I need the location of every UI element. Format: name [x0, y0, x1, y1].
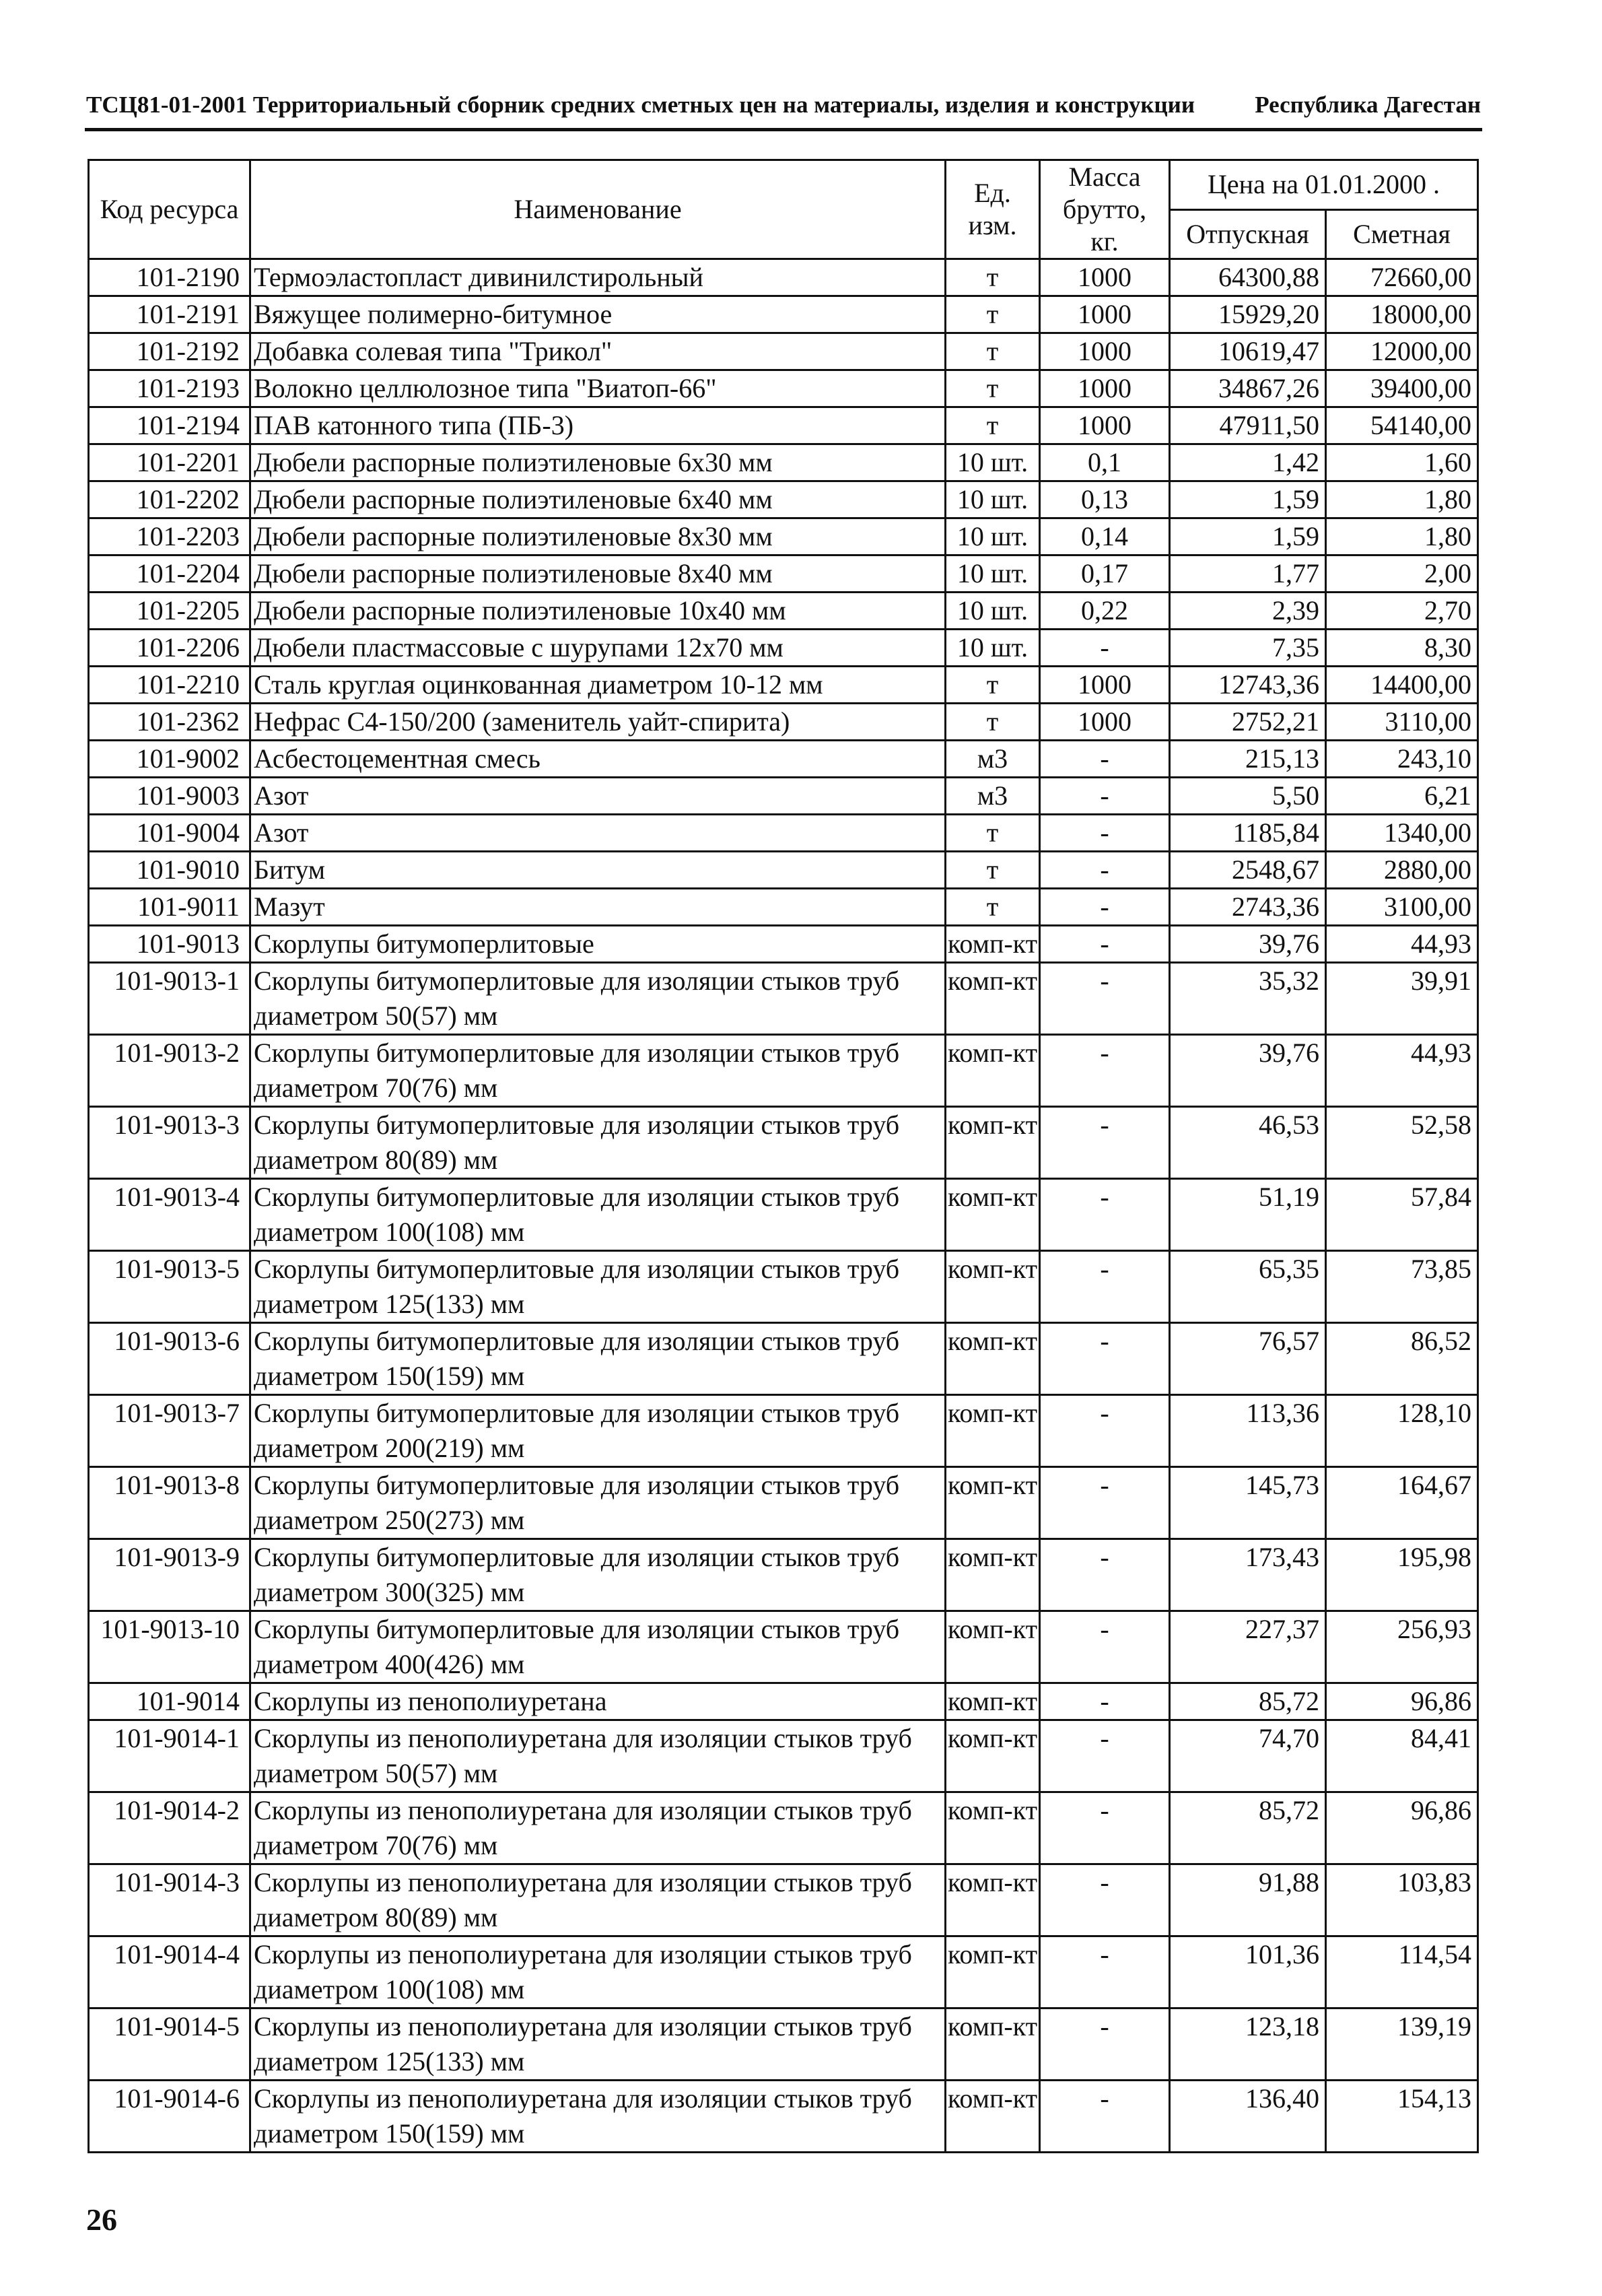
cell-unit: комп-кт: [946, 2081, 1040, 2153]
cell-price-release: 173,43: [1170, 1539, 1326, 1611]
cell-code: 101-2193: [89, 370, 250, 407]
cell-name: Битум: [250, 852, 946, 889]
cell-mass: -: [1040, 778, 1170, 815]
cell-price-estimate: 8,30: [1326, 630, 1478, 667]
cell-price-release: 2548,67: [1170, 852, 1326, 889]
col-header-price-release: Отпускная: [1170, 209, 1326, 259]
cell-unit: т: [946, 333, 1040, 370]
cell-name: Скорлупы из пенополиуретана для изоляции стыков труб диаметром 150(159) мм: [250, 2081, 946, 2153]
cell-price-estimate: 3110,00: [1326, 704, 1478, 741]
cell-code: 101-2194: [89, 407, 250, 444]
cell-unit: комп-кт: [946, 1683, 1040, 1720]
cell-code: 101-9013-4: [89, 1179, 250, 1251]
cell-mass: -: [1040, 1864, 1170, 1936]
cell-name: Скорлупы из пенополиуретана для изоляции стыков труб диаметром 100(108) мм: [250, 1936, 946, 2008]
cell-unit: 10 шт.: [946, 555, 1040, 593]
cell-price-release: 1,42: [1170, 444, 1326, 481]
cell-mass: 0,17: [1040, 555, 1170, 593]
cell-code: 101-9010: [89, 852, 250, 889]
cell-unit: комп-кт: [946, 2008, 1040, 2081]
cell-unit: м3: [946, 741, 1040, 778]
table-row: [89, 741, 1478, 778]
table-row: [89, 1792, 1478, 1864]
cell-code: 101-2210: [89, 667, 250, 704]
cell-mass: 0,14: [1040, 518, 1170, 555]
cell-mass: -: [1040, 963, 1170, 1035]
table-row: [89, 296, 1478, 333]
cell-price-release: 101,36: [1170, 1936, 1326, 2008]
cell-mass: 1000: [1040, 370, 1170, 407]
cell-name: Дюбели распорные полиэтиленовые 8x30 мм: [250, 518, 946, 555]
cell-mass: 1000: [1040, 667, 1170, 704]
cell-mass: -: [1040, 1107, 1170, 1179]
cell-price-release: 1185,84: [1170, 815, 1326, 852]
cell-unit: т: [946, 815, 1040, 852]
cell-price-release: 39,76: [1170, 1035, 1326, 1107]
table-row: [89, 1539, 1478, 1611]
cell-price-estimate: 154,13: [1326, 2081, 1478, 2153]
cell-price-estimate: 103,83: [1326, 1864, 1478, 1936]
cell-name: Дюбели распорные полиэтиленовые 6x40 мм: [250, 481, 946, 518]
cell-price-estimate: 6,21: [1326, 778, 1478, 815]
table-row: [89, 852, 1478, 889]
cell-name: Азот: [250, 815, 946, 852]
cell-price-estimate: 57,84: [1326, 1179, 1478, 1251]
cell-name: Вяжущее полимерно-битумное: [250, 296, 946, 333]
cell-price-release: 47911,50: [1170, 407, 1326, 444]
cell-price-release: 123,18: [1170, 2008, 1326, 2081]
cell-mass: -: [1040, 1251, 1170, 1323]
table-row: [89, 1251, 1478, 1323]
col-header-name: Наименование: [250, 160, 946, 259]
cell-unit: т: [946, 407, 1040, 444]
cell-mass: -: [1040, 1467, 1170, 1539]
cell-name: Добавка солевая типа "Трикол": [250, 333, 946, 370]
cell-price-estimate: 243,10: [1326, 741, 1478, 778]
cell-code: 101-2206: [89, 630, 250, 667]
cell-code: 101-9013: [89, 926, 250, 963]
table-row: [89, 704, 1478, 741]
cell-mass: -: [1040, 1611, 1170, 1683]
cell-unit: комп-кт: [946, 963, 1040, 1035]
cell-code: 101-9013-1: [89, 963, 250, 1035]
cell-code: 101-9004: [89, 815, 250, 852]
cell-price-estimate: 128,10: [1326, 1395, 1478, 1467]
table-row: [89, 1611, 1478, 1683]
cell-mass: -: [1040, 2081, 1170, 2153]
table-row: [89, 1395, 1478, 1467]
cell-unit: комп-кт: [946, 1792, 1040, 1864]
cell-code: 101-2362: [89, 704, 250, 741]
cell-unit: комп-кт: [946, 1720, 1040, 1792]
cell-price-estimate: 2,00: [1326, 555, 1478, 593]
cell-mass: -: [1040, 1683, 1170, 1720]
cell-unit: комп-кт: [946, 1936, 1040, 2008]
cell-price-release: 5,50: [1170, 778, 1326, 815]
cell-price-estimate: 139,19: [1326, 2008, 1478, 2081]
cell-price-estimate: 54140,00: [1326, 407, 1478, 444]
cell-code: 101-2202: [89, 481, 250, 518]
cell-mass: -: [1040, 1936, 1170, 2008]
cell-price-estimate: 44,93: [1326, 1035, 1478, 1107]
cell-name: Скорлупы битумоперлитовые для изоляции стыков труб диаметром 400(426) мм: [250, 1611, 946, 1683]
price-table: [88, 159, 1479, 2153]
cell-unit: комп-кт: [946, 1323, 1040, 1395]
cell-price-estimate: 52,58: [1326, 1107, 1478, 1179]
cell-name: Асбестоцементная смесь: [250, 741, 946, 778]
cell-name: Скорлупы битумоперлитовые для изоляции стыков труб диаметром 300(325) мм: [250, 1539, 946, 1611]
cell-unit: 10 шт.: [946, 630, 1040, 667]
cell-mass: -: [1040, 815, 1170, 852]
cell-code: 101-9013-6: [89, 1323, 250, 1395]
cell-price-estimate: 164,67: [1326, 1467, 1478, 1539]
table-row: [89, 926, 1478, 963]
cell-name: Скорлупы из пенополиуретана для изоляции стыков труб диаметром 70(76) мм: [250, 1792, 946, 1864]
table-body: [89, 259, 1478, 2153]
cell-price-release: 46,53: [1170, 1107, 1326, 1179]
cell-price-estimate: 96,86: [1326, 1683, 1478, 1720]
cell-name: Скорлупы битумоперлитовые для изоляции стыков труб диаметром 250(273) мм: [250, 1467, 946, 1539]
cell-name: Скорлупы битумоперлитовые для изоляции стыков труб диаметром 200(219) мм: [250, 1395, 946, 1467]
table-row: [89, 963, 1478, 1035]
cell-mass: -: [1040, 1395, 1170, 1467]
page-number: 26: [86, 2202, 117, 2237]
cell-price-release: 227,37: [1170, 1611, 1326, 1683]
cell-unit: комп-кт: [946, 1035, 1040, 1107]
cell-price-release: 85,72: [1170, 1792, 1326, 1864]
cell-name: ПАВ катонного типа (ПБ-3): [250, 407, 946, 444]
cell-name: Скорлупы из пенополиуретана для изоляции стыков труб диаметром 80(89) мм: [250, 1864, 946, 1936]
header-document-title: ТСЦ81-01-2001 Территориальный сборник средних сметных цен на материалы, изделия и конструкции: [86, 92, 1195, 118]
cell-price-release: 39,76: [1170, 926, 1326, 963]
cell-mass: -: [1040, 1035, 1170, 1107]
cell-code: 101-2205: [89, 593, 250, 630]
cell-price-estimate: 72660,00: [1326, 259, 1478, 296]
cell-price-release: 74,70: [1170, 1720, 1326, 1792]
cell-mass: -: [1040, 1539, 1170, 1611]
cell-mass: -: [1040, 889, 1170, 926]
table-row: [89, 1323, 1478, 1395]
cell-price-release: 1,77: [1170, 555, 1326, 593]
cell-name: Скорлупы битумоперлитовые: [250, 926, 946, 963]
cell-price-estimate: 86,52: [1326, 1323, 1478, 1395]
table-header: [89, 160, 1478, 259]
cell-code: 101-9014-5: [89, 2008, 250, 2081]
cell-price-release: 215,13: [1170, 741, 1326, 778]
cell-unit: комп-кт: [946, 1467, 1040, 1539]
cell-code: 101-9013-10: [89, 1611, 250, 1683]
cell-name: Скорлупы из пенополиуретана для изоляции стыков труб диаметром 125(133) мм: [250, 2008, 946, 2081]
cell-code: 101-9014-2: [89, 1792, 250, 1864]
col-header-unit: Ед. изм.: [946, 160, 1040, 259]
cell-code: 101-9013-2: [89, 1035, 250, 1107]
cell-price-estimate: 14400,00: [1326, 667, 1478, 704]
cell-name: Скорлупы битумоперлитовые для изоляции стыков труб диаметром 100(108) мм: [250, 1179, 946, 1251]
table-row: [89, 259, 1478, 296]
cell-price-estimate: 3100,00: [1326, 889, 1478, 926]
cell-mass: 1000: [1040, 333, 1170, 370]
cell-unit: комп-кт: [946, 1251, 1040, 1323]
table-row: [89, 630, 1478, 667]
cell-price-release: 1,59: [1170, 518, 1326, 555]
col-header-price-estimate: Сметная: [1326, 209, 1478, 259]
cell-unit: комп-кт: [946, 1539, 1040, 1611]
cell-unit: т: [946, 370, 1040, 407]
header-rule: [85, 128, 1482, 131]
cell-code: 101-2192: [89, 333, 250, 370]
cell-price-release: 34867,26: [1170, 370, 1326, 407]
cell-unit: т: [946, 667, 1040, 704]
table-row: [89, 1179, 1478, 1251]
cell-price-estimate: 1,80: [1326, 518, 1478, 555]
cell-code: 101-9014-3: [89, 1864, 250, 1936]
cell-unit: т: [946, 296, 1040, 333]
cell-mass: 1000: [1040, 704, 1170, 741]
cell-price-release: 51,19: [1170, 1179, 1326, 1251]
table-row: [89, 815, 1478, 852]
cell-unit: комп-кт: [946, 1107, 1040, 1179]
cell-price-release: 136,40: [1170, 2081, 1326, 2153]
cell-name: Скорлупы из пенополиуретана: [250, 1683, 946, 1720]
cell-unit: т: [946, 259, 1040, 296]
cell-price-release: 65,35: [1170, 1251, 1326, 1323]
cell-name: Сталь круглая оцинкованная диаметром 10-12 мм: [250, 667, 946, 704]
cell-price-release: 145,73: [1170, 1467, 1326, 1539]
cell-code: 101-2204: [89, 555, 250, 593]
table-row: [89, 667, 1478, 704]
cell-code: 101-2201: [89, 444, 250, 481]
cell-mass: -: [1040, 2008, 1170, 2081]
cell-price-estimate: 39400,00: [1326, 370, 1478, 407]
cell-mass: 0,22: [1040, 593, 1170, 630]
table-row: [89, 444, 1478, 481]
cell-price-estimate: 1340,00: [1326, 815, 1478, 852]
table-row: [89, 1683, 1478, 1720]
table-row: [89, 481, 1478, 518]
cell-unit: т: [946, 852, 1040, 889]
cell-name: Скорлупы из пенополиуретана для изоляции стыков труб диаметром 50(57) мм: [250, 1720, 946, 1792]
table-row: [89, 1035, 1478, 1107]
cell-unit: 10 шт.: [946, 444, 1040, 481]
cell-code: 101-9013-8: [89, 1467, 250, 1539]
cell-price-release: 91,88: [1170, 1864, 1326, 1936]
cell-price-estimate: 84,41: [1326, 1720, 1478, 1792]
cell-price-estimate: 1,60: [1326, 444, 1478, 481]
cell-name: Скорлупы битумоперлитовые для изоляции стыков труб диаметром 125(133) мм: [250, 1251, 946, 1323]
cell-price-estimate: 12000,00: [1326, 333, 1478, 370]
cell-unit: м3: [946, 778, 1040, 815]
cell-price-release: 85,72: [1170, 1683, 1326, 1720]
cell-code: 101-9013-9: [89, 1539, 250, 1611]
table-row: [89, 1467, 1478, 1539]
page-header: [86, 85, 1481, 121]
col-header-mass: Масса брутто, кг.: [1040, 160, 1170, 259]
cell-mass: 0,1: [1040, 444, 1170, 481]
cell-code: 101-9013-7: [89, 1395, 250, 1467]
cell-name: Дюбели распорные полиэтиленовые 8x40 мм: [250, 555, 946, 593]
cell-mass: 1000: [1040, 296, 1170, 333]
table-row: [89, 333, 1478, 370]
cell-name: Скорлупы битумоперлитовые для изоляции стыков труб диаметром 80(89) мм: [250, 1107, 946, 1179]
cell-name: Азот: [250, 778, 946, 815]
cell-price-release: 113,36: [1170, 1395, 1326, 1467]
table-row: [89, 407, 1478, 444]
cell-name: Термоэластопласт дивинилстирольный: [250, 259, 946, 296]
cell-price-estimate: 2,70: [1326, 593, 1478, 630]
cell-code: 101-9011: [89, 889, 250, 926]
col-header-code: Код ресурса: [89, 160, 250, 259]
cell-name: Нефрас С4-150/200 (заменитель уайт-спирита): [250, 704, 946, 741]
cell-name: Дюбели распорные полиэтиленовые 6x30 мм: [250, 444, 946, 481]
cell-unit: 10 шт.: [946, 518, 1040, 555]
cell-mass: -: [1040, 852, 1170, 889]
cell-unit: комп-кт: [946, 1179, 1040, 1251]
cell-unit: комп-кт: [946, 926, 1040, 963]
cell-code: 101-9003: [89, 778, 250, 815]
cell-mass: -: [1040, 1720, 1170, 1792]
cell-mass: -: [1040, 1179, 1170, 1251]
cell-code: 101-9014-6: [89, 2081, 250, 2153]
table-row: [89, 593, 1478, 630]
cell-unit: комп-кт: [946, 1395, 1040, 1467]
cell-mass: 1000: [1040, 259, 1170, 296]
cell-price-release: 64300,88: [1170, 259, 1326, 296]
table-row: [89, 1936, 1478, 2008]
cell-code: 101-2190: [89, 259, 250, 296]
cell-code: 101-2191: [89, 296, 250, 333]
cell-name: Дюбели распорные полиэтиленовые 10x40 мм: [250, 593, 946, 630]
cell-price-estimate: 1,80: [1326, 481, 1478, 518]
cell-code: 101-9014-1: [89, 1720, 250, 1792]
cell-code: 101-9002: [89, 741, 250, 778]
cell-mass: 0,13: [1040, 481, 1170, 518]
cell-code: 101-2203: [89, 518, 250, 555]
cell-price-estimate: 73,85: [1326, 1251, 1478, 1323]
cell-code: 101-9014-4: [89, 1936, 250, 2008]
cell-code: 101-9014: [89, 1683, 250, 1720]
table-row: [89, 889, 1478, 926]
cell-price-estimate: 256,93: [1326, 1611, 1478, 1683]
table-row: [89, 1720, 1478, 1792]
cell-name: Скорлупы битумоперлитовые для изоляции стыков труб диаметром 70(76) мм: [250, 1035, 946, 1107]
cell-unit: т: [946, 889, 1040, 926]
cell-unit: 10 шт.: [946, 481, 1040, 518]
cell-code: 101-9013-5: [89, 1251, 250, 1323]
header-region: Республика Дагестан: [1255, 92, 1481, 118]
cell-name: Волокно целлюлозное типа "Виатоп-66": [250, 370, 946, 407]
table-row: [89, 2081, 1478, 2153]
cell-price-estimate: 18000,00: [1326, 296, 1478, 333]
cell-price-release: 2752,21: [1170, 704, 1326, 741]
table-row: [89, 370, 1478, 407]
table-row: [89, 518, 1478, 555]
cell-price-release: 2743,36: [1170, 889, 1326, 926]
cell-name: Мазут: [250, 889, 946, 926]
cell-price-release: 12743,36: [1170, 667, 1326, 704]
table-row: [89, 778, 1478, 815]
table-row: [89, 2008, 1478, 2081]
cell-price-release: 7,35: [1170, 630, 1326, 667]
table-row: [89, 555, 1478, 593]
cell-price-estimate: 96,86: [1326, 1792, 1478, 1864]
cell-unit: 10 шт.: [946, 593, 1040, 630]
cell-price-release: 10619,47: [1170, 333, 1326, 370]
cell-mass: -: [1040, 630, 1170, 667]
cell-price-release: 76,57: [1170, 1323, 1326, 1395]
cell-price-estimate: 114,54: [1326, 1936, 1478, 2008]
cell-price-release: 15929,20: [1170, 296, 1326, 333]
cell-mass: -: [1040, 741, 1170, 778]
cell-mass: 1000: [1040, 407, 1170, 444]
cell-unit: комп-кт: [946, 1611, 1040, 1683]
cell-unit: комп-кт: [946, 1864, 1040, 1936]
cell-price-estimate: 2880,00: [1326, 852, 1478, 889]
cell-mass: -: [1040, 1323, 1170, 1395]
cell-mass: -: [1040, 926, 1170, 963]
cell-price-estimate: 39,91: [1326, 963, 1478, 1035]
table-row: [89, 1107, 1478, 1179]
cell-price-release: 35,32: [1170, 963, 1326, 1035]
cell-price-release: 2,39: [1170, 593, 1326, 630]
cell-name: Дюбели пластмассовые с шурупами 12x70 мм: [250, 630, 946, 667]
cell-price-estimate: 44,93: [1326, 926, 1478, 963]
col-header-price-group: Цена на 01.01.2000 .: [1170, 160, 1478, 210]
cell-mass: -: [1040, 1792, 1170, 1864]
cell-price-release: 1,59: [1170, 481, 1326, 518]
table-row: [89, 1864, 1478, 1936]
cell-price-estimate: 195,98: [1326, 1539, 1478, 1611]
cell-unit: т: [946, 704, 1040, 741]
cell-name: Скорлупы битумоперлитовые для изоляции стыков труб диаметром 50(57) мм: [250, 963, 946, 1035]
cell-code: 101-9013-3: [89, 1107, 250, 1179]
cell-name: Скорлупы битумоперлитовые для изоляции стыков труб диаметром 150(159) мм: [250, 1323, 946, 1395]
